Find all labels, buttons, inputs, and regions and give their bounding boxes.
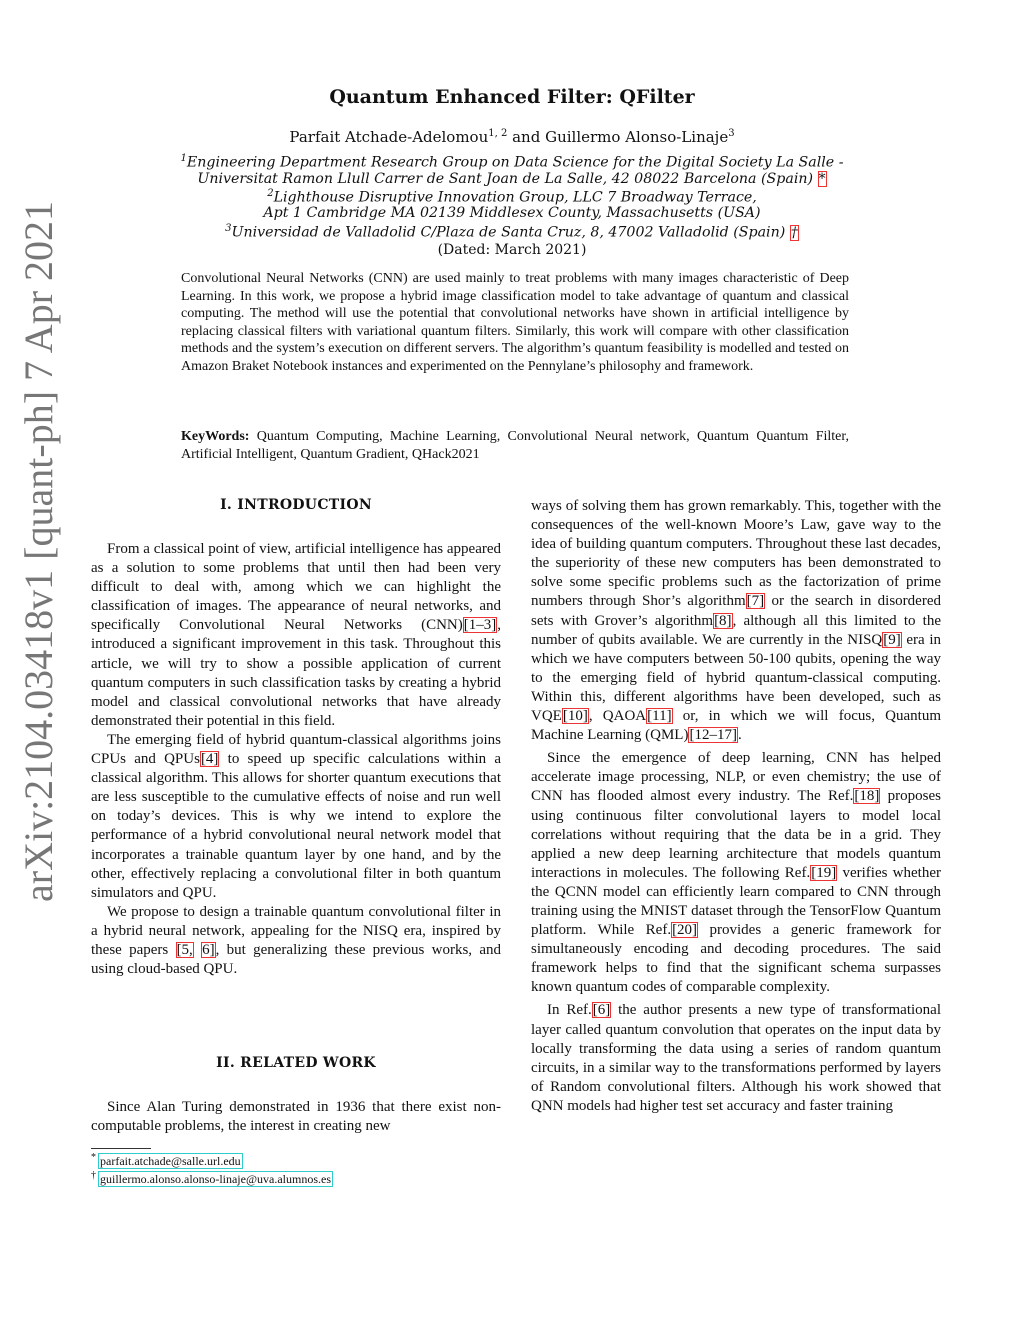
author-1-sup: 1, 2 (488, 128, 508, 139)
footnote-link-2[interactable]: † (790, 224, 798, 241)
intro-paragraph-3: We propose to design a trainable quantum convolutional filter in a hybrid neural network, appealing for the NISQ era, inspired by these papers [5, 6], but generalizing these previous works, and using cloud-based QPU. (91, 903, 501, 978)
aff1-sup: 1 (180, 153, 187, 164)
email-link-2[interactable]: guillermo.alonso.alonso-linaje@uva.alumnos.es (100, 1172, 332, 1186)
dated-line: (Dated: March 2021) (437, 242, 587, 258)
footnote-1 (91, 1152, 242, 1169)
footnote-2 (91, 1170, 332, 1187)
author-and: and Guillermo Alonso-Linaje (507, 128, 729, 146)
intro-paragraph-1: From a classical point of view, artificial intelligence has appeared as a solution to some problems that until then had been very difficult to deal with, among which we can highlight the classification of images. The appearance of neural networks, and specifically Convolutional Neural Networks (CNN)[1–3], introduced a significant improvement in this task. Throughout this article, we will try to show a possible application of current quantum computers in such classification tasks by creating a hybrid model and classical convolutional networks that have already demonstrated their potential in this field. (91, 541, 501, 729)
author-2-sup: 3 (728, 128, 735, 139)
citation-link[interactable]: [20] (672, 922, 698, 939)
affiliation-2-line-1: $^2$Lighthouse Disruptive Innovation Group, LLC 7 Broadway Terrace, (267, 188, 757, 206)
citation-link[interactable]: [10] (562, 708, 588, 725)
citation-link[interactable]: [19] (811, 864, 837, 881)
intro-paragraph-2: The emerging field of hybrid quantum-classical algorithms joins CPUs and QPUs[4] to speed up specific calculations within a classical algorithm. This allows for shorter quantum executions that are less susceptible to the cumulative effects of noise and run well on today’s devices. This is why we intend to explore the performance of a hybrid convolutional neural network model that incorporates a trainable quantum layer by one hand, and by the other, effectively replacing a convolutional filter in both quantum simulators and QPU. (91, 731, 501, 901)
citation-link[interactable]: [5, (176, 941, 193, 958)
section-heading-related-work: II. RELATED WORK (216, 1055, 376, 1071)
left-column-related (91, 1098, 501, 1136)
email-link-1[interactable]: parfait.atchade@salle.url.edu (100, 1154, 241, 1168)
footnote-link-1[interactable]: * (818, 171, 826, 187)
aff2-sup: 2 (267, 188, 274, 199)
abstract: Convolutional Neural Networks (CNN) are used mainly to treat problems with many images characteristic of Deep Learning. In this work, we propose a hybrid image classification model to take advantage of quantum and classical computing. The method will use the potential that convolutional networks have shown in artificial intelligence by replacing classical filters with variational quantum filters. Similarly, this work will compare with other classification methods and the system’s execution on different servers. The algorithm’s quantum feasibility is modelled and tested on Amazon Braket Notebook instances and experimented on the Pennylane’s philosophy and framework. (181, 271, 849, 374)
keywords (181, 428, 849, 463)
footnote-2-mark: † (91, 1170, 96, 1181)
footnote-1-mark: * (91, 1152, 96, 1163)
right-column (531, 497, 941, 1116)
citation-link[interactable]: [8] (714, 612, 732, 629)
citation-link[interactable]: [11] (647, 708, 672, 725)
related-paragraph-1: Since Alan Turing demonstrated in 1936 that there exist non-computable problems, the interest in creating new (91, 1099, 501, 1135)
citation-link[interactable]: [7] (746, 593, 765, 610)
footnote-rule (91, 1148, 151, 1149)
affiliation-1-line-2: Universitat Ramon Llull Carrer de Sant Joan de La Salle, 42 08022 Barcelona (Spain) * (197, 171, 826, 187)
keywords-label: KeyWords: (181, 429, 250, 444)
citation-link[interactable]: [6] (592, 1002, 611, 1019)
affiliation-3-line-1: $^3$Universidad de Valladolid C/Plaza de Santa Cruz, 8, 47002 Valladolid (Spain) † (225, 223, 798, 241)
keywords-text: Quantum Computing, Machine Learning, Convolutional Neural network, Quantum Quantum Filter, Artificial Intelligent, Quantum Gradient, QHack2021 (181, 429, 849, 462)
aff3-sup: 3 (225, 223, 232, 234)
author-1: Parfait Atchade-Adelomou (289, 128, 489, 146)
citation-link[interactable]: [1–3] (463, 617, 497, 634)
citation-link[interactable]: [18] (854, 788, 880, 805)
citation-link[interactable]: 6] (202, 941, 215, 958)
citation-link[interactable]: [9] (883, 631, 901, 648)
right-paragraph-2: Since the emergence of deep learning, CNN has helped accelerate image processing, NLP, or even chemistry; the use of CNN has flooded almost every industry. The Ref.[18] proposes using continuous filter convolutional layers to model local correlations without requiring that the data be in a grid. They applied a new deep learning architecture that models quantum interactions in molecules. The following Ref.[19] verifies whether the QCNN model can efficiently learn compared to CNN through training using the MNIST dataset through the TensorFlow Quantum platform. While Ref.[20] provides a generic framework for simultaneously encoding and decoding procedures. The said framework helps to find that the significant schema surpasses known quantum codes of comparable complexity. (531, 750, 941, 996)
left-column-intro (91, 540, 501, 979)
author-line (0, 128, 1024, 146)
citation-link[interactable]: [4] (200, 751, 219, 768)
affiliation-2-line-2: Apt 1 Cambridge MA 02139 Middlesex County, Massachusetts (USA) (263, 205, 761, 221)
citation-link[interactable]: [12–17] (689, 727, 737, 744)
arxiv-sidebar-stamp: arXiv:2104.03418v1 [quant-ph] 7 Apr 2021 (16, 200, 61, 902)
paper-title: Quantum Enhanced Filter: QFilter (329, 86, 695, 108)
right-paragraph-3: In Ref.[6] the author presents a new type of transformational layer called quantum convolution that operates on the input data by locally transforming the data using a series of random quantum circuits, in a similar way to the transformations performed by layers of Random convolutional filters. Although his work showed that QNN models had higher test set accuracy and faster training (531, 1002, 941, 1114)
affiliation-1-line-1: $^1$Engineering Department Research Group on Data Science for the Digital Society La Salle - (180, 153, 844, 171)
right-paragraph-1: ways of solving them has grown remarkably. This, together with the consequences of the well-known Moore’s Law, gave way to the idea of building quantum computers. Throughout these last decades, the superiority of these new computers has been demonstrated to solve some specific problems such as the factorization of prime numbers through Shor’s algorithm[7] or the search in disordered sets with Grover’s algorithm[8], although all this limited to the number of qubits available. We are currently in the NISQ[9] era in which we have computers between 50-100 qubits, opening the way to the emerging field of hybrid quantum-classical computing. Within this, different algorithms have been developed, such as VQE[10], QAOA[11] or, in which we will focus, Quantum Machine Learning (QML)[12–17]. (531, 498, 941, 744)
section-heading-introduction: I. INTRODUCTION (220, 497, 372, 513)
